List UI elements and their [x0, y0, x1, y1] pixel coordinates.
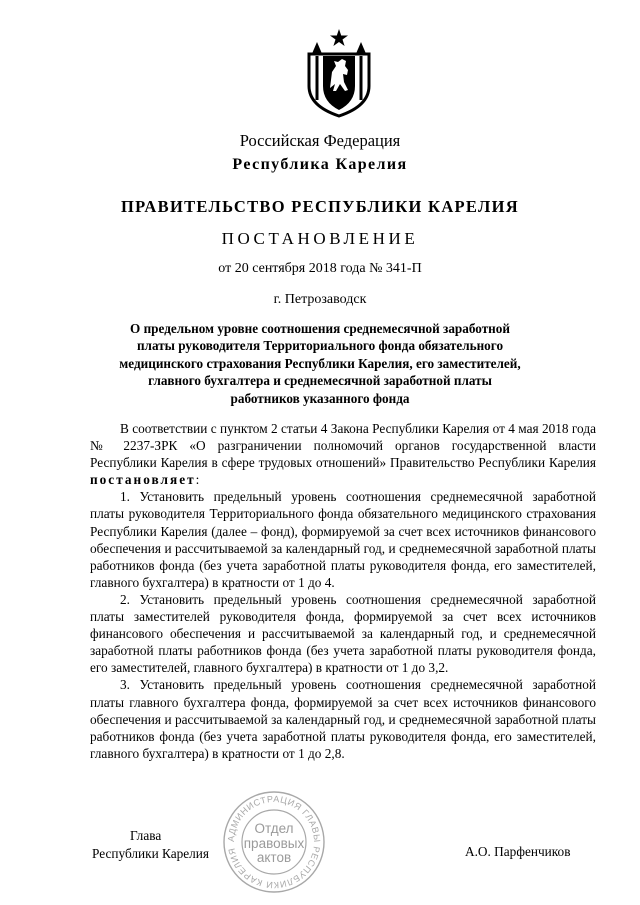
stamp-line: правовых: [243, 835, 305, 851]
document-body: [90, 420, 596, 762]
stamp-inner-text: [236, 822, 312, 866]
republic-name: Республика Карелия: [232, 156, 408, 173]
intro-paragraph: [90, 420, 596, 488]
item-paragraph-3: 3. Установить предельный уровень соотношения среднемесячной заработной платы главного бухгалтера фонда, формируемой за счет всех источников финансового обеспечения и рассчитываемой за календарный год, и среднемесячной заработной платы работников фонда (без учета заработной платы руководителя фонда, его заместителей, главного бухгалтера) в кратности от 1 до 2,8.: [90, 677, 596, 761]
intro-colon: :: [195, 472, 200, 488]
signatory-title: [92, 827, 209, 862]
stamp-ring-text: АДМИНИСТРАЦИЯ ГЛАВЫ РЕСПУБЛИКИ КАРЕЛИЯ: [225, 793, 323, 891]
resolves-word: постановляет: [90, 472, 196, 488]
item-paragraph-1: 1. Установить предельный уровень соотношения среднемесячной заработной платы руководителя Территориального фонда обязательного медицинского страхования Республики Карелия (далее – фонд), формируемой за счет всех источников финансового обеспечения и рассчитываемой за календарный год, и среднемесячной заработной платы работников фонда (без учета заработной платы руководителя фонда, его заместителей, главного бухгалтера) в кратности от 1 до 4.: [90, 489, 596, 590]
stamp-line: Отдел: [254, 821, 294, 836]
title-line: работников указанного фонда: [230, 390, 410, 406]
karelia-coat-of-arms-icon: [303, 28, 375, 118]
document-city: г. Петрозаводск: [273, 292, 367, 307]
title-line: О предельном уровне соотношения среднемесячной заработной: [130, 321, 510, 336]
government-name: ПРАВИТЕЛЬСТВО РЕСПУБЛИКИ КАРЕЛИЯ: [121, 197, 519, 216]
signatory-title-line1: Глава: [130, 828, 162, 843]
title-line: платы руководителя Территориального фонда обязательного: [136, 338, 504, 354]
signatory-name: А.О. Парфенчиков: [465, 844, 571, 859]
federation-name: Российская Федерация: [239, 131, 401, 150]
signatory-title-line2: Республики Карелия: [92, 845, 210, 861]
title-line: медицинского страхования Республики Карелия, его заместителей,: [119, 355, 521, 371]
document-type: ПОСТАНОВЛЕНИЕ: [221, 229, 419, 248]
document-date-number: от 20 сентября 2018 года № 341-П: [218, 261, 422, 276]
title-line: главного бухгалтера и среднемесячной заработной платы: [148, 373, 492, 389]
item-paragraph-2: 2. Установить предельный уровень соотношения среднемесячной заработной платы заместителей руководителя фонда, формируемой за счет всех источников финансового обеспечения и рассчитываемой за календарный год, и среднемесячной заработной платы работников фонда (без учета заработной платы руководителя фонда, его заместителей, главного бухгалтера) в кратности от 1 до 3,2.: [90, 591, 596, 676]
document-title: [70, 320, 570, 407]
intro-text: В соответствии с пунктом 2 статьи 4 Закона Республики Карелия от 4 мая 2018 года № 2237-ЗРК «О разграничении полномочий органов государственной власти Республики Карелия в сфере трудовых отношений» Правительство Республики Карелия: [90, 421, 596, 471]
stamp-line: актов: [256, 850, 292, 865]
